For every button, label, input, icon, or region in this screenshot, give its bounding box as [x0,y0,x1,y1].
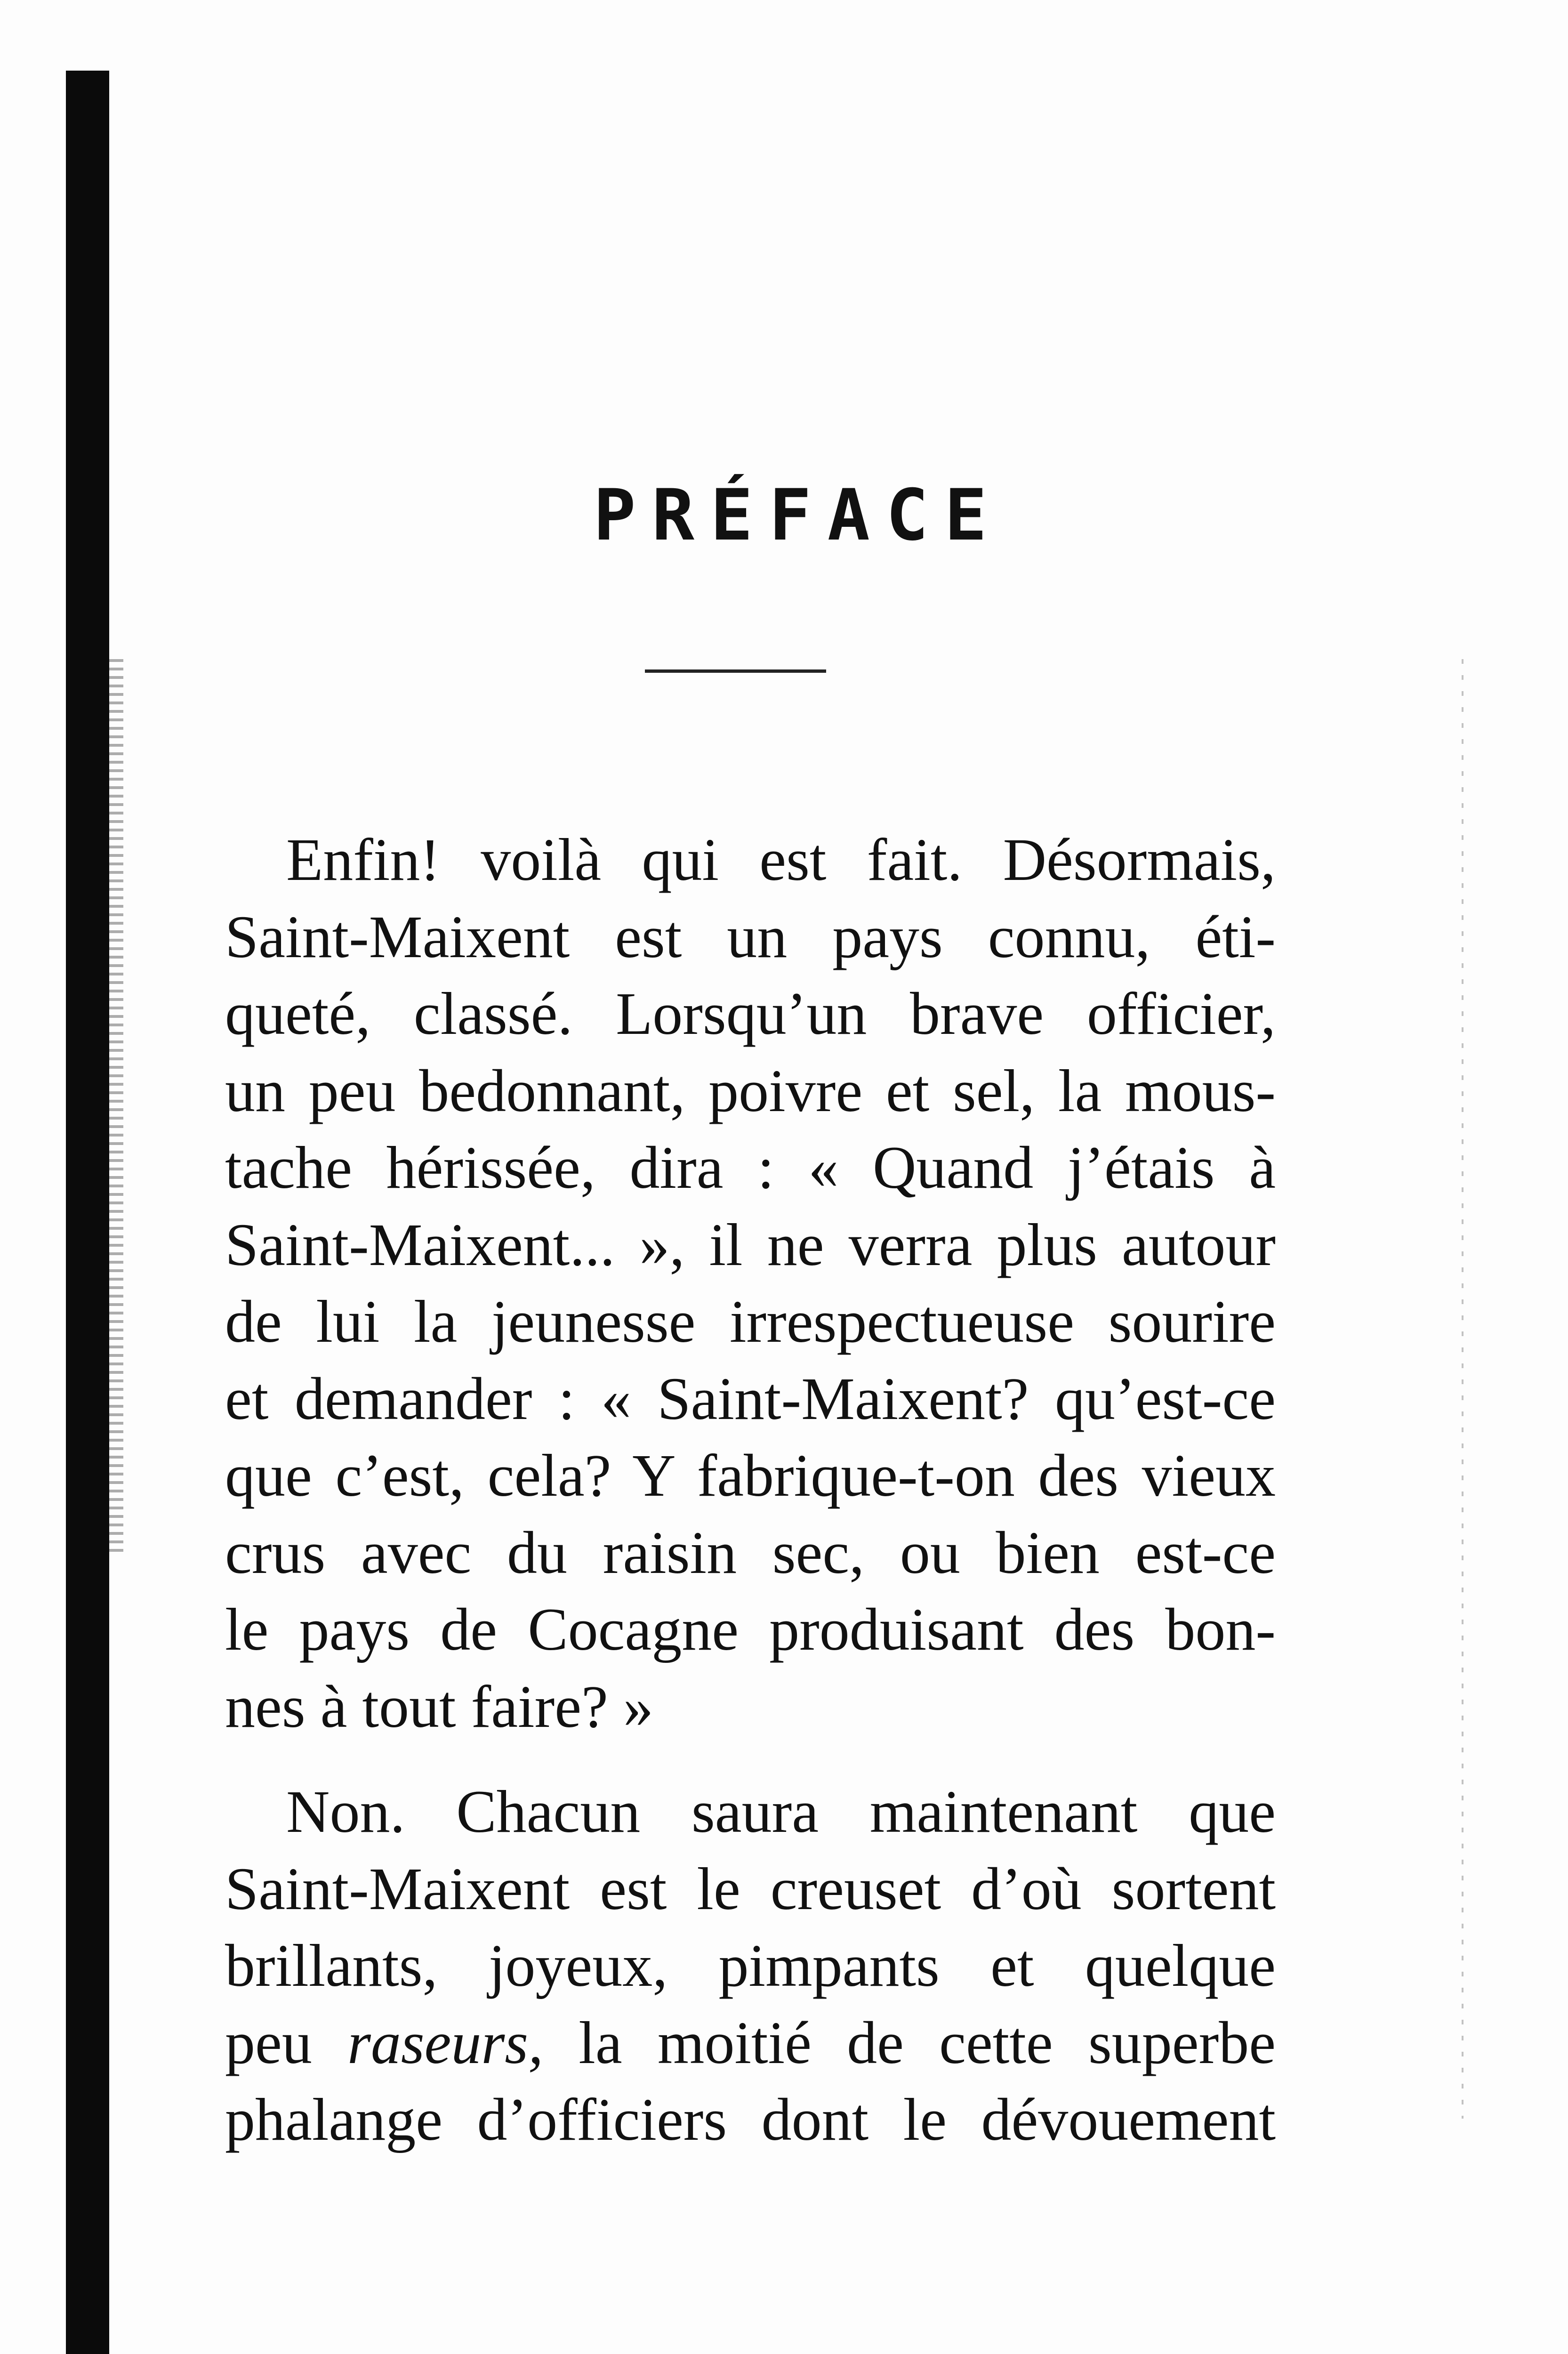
paragraph-gap [225,1745,1276,1774]
text-line [225,2005,1276,2082]
text-line: tache hérissée, dira : « Quand j’étais à [225,1134,1276,1201]
text-run: la moitié de cette superbe [543,2009,1276,2076]
text-line: phalange d’officiers dont le dévouement [225,2086,1276,2153]
text-line: et demander : « Saint-Maixent? qu’est-ce [225,1365,1276,1432]
text-line: Saint-Maixent... », il ne verra plus autour [225,1211,1276,1278]
text-line: que c’est, cela? Y fabrique-t-on des vieux [225,1442,1276,1509]
book-binding-edge [66,71,109,2354]
text-line: Enfin! voilà qui est fait. Désormais, [286,826,1276,893]
text-line: nes à tout faire? » [225,1673,653,1740]
text-line: crus avec du raisin sec, ou bien est-ce [225,1519,1276,1586]
body-text [225,822,1276,2159]
text-line: brillants, joyeux, pimpants et quelque [225,1932,1276,1999]
text-line: de lui la jeunesse irrespectueuse sourire [225,1288,1276,1355]
binding-shadow [109,659,123,1554]
text-run: peu [225,2009,348,2076]
text-line: Saint-Maixent est le creuset d’où sortent [225,1855,1276,1922]
text-line: le pays de Cocagne produisant des bon- [225,1596,1276,1663]
text-line: Saint-Maixent est un pays connu, éti- [225,903,1276,970]
page-title: PRÉFACE [593,475,1003,556]
scan-edge-artifact [1462,659,1463,2119]
text-line: un peu bedonnant, poivre et sel, la mous- [225,1057,1276,1124]
text-line: queté, classé. Lorsqu’un brave officier, [225,980,1276,1047]
italic-word: raseurs, [347,2009,544,2076]
text-line: Non. Chacun saura maintenant que [286,1778,1276,1845]
title-divider [645,669,826,673]
